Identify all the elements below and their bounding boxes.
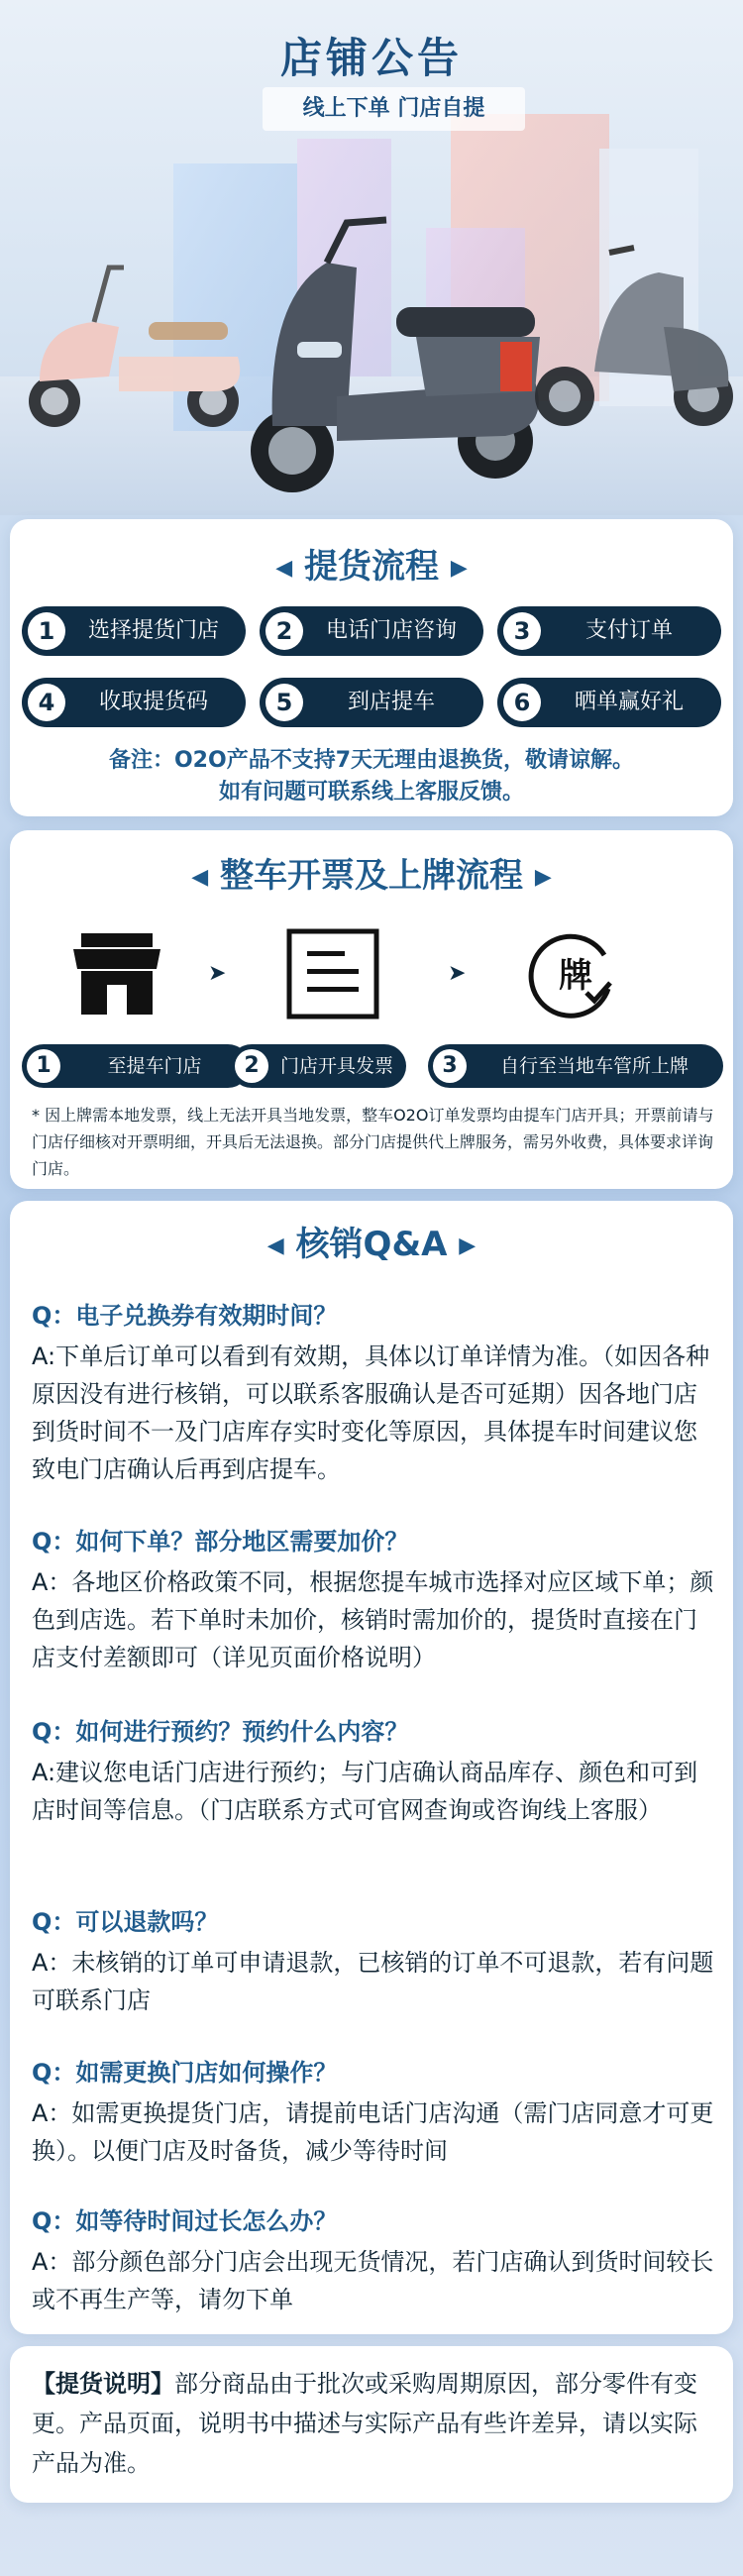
qa-title bbox=[10, 1217, 733, 1265]
right-triangle-icon: ▶ bbox=[450, 556, 468, 581]
pickup-note-line-2: 如有问题可联系线上客服反馈。 bbox=[218, 780, 524, 805]
step-label: 收取提货码 bbox=[98, 690, 208, 714]
qa-answer: A：各地区价格政策不同，根据您提车城市选择对应区域下单；颜色到店选。若下单时未加价，核销时需加价的，提货时直接在门店支付差额即可（详见页面价格说明） bbox=[32, 1568, 714, 1671]
pickup-description bbox=[32, 2364, 715, 2483]
step-number: 4 bbox=[28, 684, 65, 721]
qa-item-5 bbox=[32, 2055, 715, 2170]
invoice-step-2 bbox=[230, 1044, 406, 1088]
description-text: 部分商品由于批次或采购周期原因，部分零件有变更。产品页面，说明书中描述与实际产品有些许差异，请以实际产品为准。 bbox=[32, 2370, 697, 2477]
hero-banner bbox=[0, 0, 743, 515]
pickup-step-2 bbox=[260, 606, 483, 656]
left-triangle-icon: ◀ bbox=[275, 556, 293, 581]
qa-item-4 bbox=[32, 1904, 715, 2019]
invoice-process-title bbox=[10, 848, 733, 897]
arrow-right-icon: ➤ bbox=[448, 961, 467, 986]
page-title: 店铺公告 bbox=[279, 34, 463, 82]
qa-title-text: 核销Q&A bbox=[295, 1225, 448, 1264]
qa-card bbox=[10, 1201, 733, 2334]
step-number: 2 bbox=[265, 612, 303, 650]
step-number: 1 bbox=[27, 1049, 60, 1083]
qa-question: Q：如等待时间过长怎么办？ bbox=[32, 2207, 338, 2235]
step-number: 3 bbox=[503, 612, 541, 650]
qa-answer: A：部分颜色部分门店会出现无货情况，若门店确认到货时间较长或不再生产等，请勿下单 bbox=[32, 2248, 714, 2313]
pickup-step-5 bbox=[260, 678, 483, 727]
right-triangle-icon: ▶ bbox=[534, 865, 552, 890]
pickup-process-title bbox=[10, 539, 733, 588]
step-number: 1 bbox=[28, 612, 65, 650]
pickup-step-3 bbox=[497, 606, 721, 656]
qa-question: Q：电子兑换券有效期时间？ bbox=[32, 1302, 338, 1330]
pickup-description-card bbox=[10, 2346, 733, 2503]
step-label: 支付订单 bbox=[584, 618, 673, 643]
pickup-title-text: 提货流程 bbox=[304, 547, 439, 587]
description-label: 【提货说明】 bbox=[32, 2370, 174, 2398]
step-label: 至提车门店 bbox=[107, 1055, 202, 1077]
qa-answer: A:下单后订单可以看到有效期，具体以订单详情为准。（如因各种原因没有进行核销，可以联系客服确认是否可延期）因各地门店到货时间不一及门店库存实时变化等原因，具体提车时间建议您致电门店确认后再到店提车。 bbox=[32, 1342, 710, 1483]
pickup-step-1 bbox=[22, 606, 246, 656]
qa-item-6 bbox=[32, 2203, 715, 2318]
step-number: 3 bbox=[433, 1049, 467, 1083]
qa-answer: A:建议您电话门店进行预约；与门店确认商品库存、颜色和可到店时间等信息。（门店联系方式可官网查询或咨询线上客服） bbox=[32, 1759, 698, 1824]
step-number: 5 bbox=[265, 684, 303, 721]
qa-answer: A：未核销的订单可申请退款，已核销的订单不可退款，若有问题可联系门店 bbox=[32, 1949, 714, 2014]
qa-item-1 bbox=[32, 1298, 715, 1488]
license-plate-icon bbox=[525, 927, 620, 1022]
page-subtitle: 线上下单 门店自提 bbox=[263, 87, 525, 131]
step-number: 6 bbox=[503, 684, 541, 721]
pickup-step-4 bbox=[22, 678, 246, 727]
step-label: 选择提货门店 bbox=[87, 618, 219, 643]
left-triangle-icon: ◀ bbox=[191, 865, 209, 890]
arrow-right-icon: ➤ bbox=[208, 961, 227, 986]
pickup-process-card bbox=[10, 519, 733, 816]
qa-item-3 bbox=[32, 1714, 715, 1829]
invoice-note: * 因上牌需本地发票，线上无法开具当地发票，整车O2O订单发票均由提车门店开具；开票前请与门店仔细核对开票明细，开具后无法退换。部分门店提供代上牌服务，需另外收费，具体要求详询门店。 bbox=[32, 1106, 714, 1178]
svg-text:牌: 牌 bbox=[559, 956, 592, 996]
step-label: 自行至当地车管所上牌 bbox=[499, 1055, 689, 1077]
invoice-title-text: 整车开票及上牌流程 bbox=[220, 856, 523, 896]
qa-question: Q：如何进行预约？预约什么内容？ bbox=[32, 1718, 409, 1746]
step-number: 2 bbox=[235, 1049, 268, 1083]
invoice-step-1 bbox=[22, 1044, 250, 1088]
left-triangle-icon: ◀ bbox=[266, 1234, 284, 1258]
store-icon bbox=[67, 929, 166, 1019]
step-label: 电话门店咨询 bbox=[325, 618, 457, 643]
qa-question: Q：如需更换门店如何操作？ bbox=[32, 2059, 338, 2087]
step-label: 晒单赢好礼 bbox=[574, 690, 684, 714]
step-label: 到店提车 bbox=[347, 690, 435, 714]
invoice-step-3 bbox=[428, 1044, 723, 1088]
qa-answer: A：如需更换提货门店，请提前电话门店沟通（需门店同意才可更换）。以便门店及时备货，减少等待时间 bbox=[32, 2099, 714, 2165]
step-label: 门店开具发票 bbox=[279, 1055, 393, 1077]
pickup-step-6 bbox=[497, 678, 721, 727]
right-triangle-icon: ▶ bbox=[459, 1234, 477, 1258]
qa-question: Q：如何下单？部分地区需要加价？ bbox=[32, 1528, 409, 1556]
qa-item-2 bbox=[32, 1524, 715, 1676]
qa-question: Q：可以退款吗？ bbox=[32, 1908, 219, 1936]
invoice-icon bbox=[285, 927, 380, 1020]
pickup-note-line-1: 备注：O2O产品不支持7天无理由退换货，敬请谅解。 bbox=[108, 748, 635, 773]
invoice-license-card bbox=[10, 830, 733, 1189]
